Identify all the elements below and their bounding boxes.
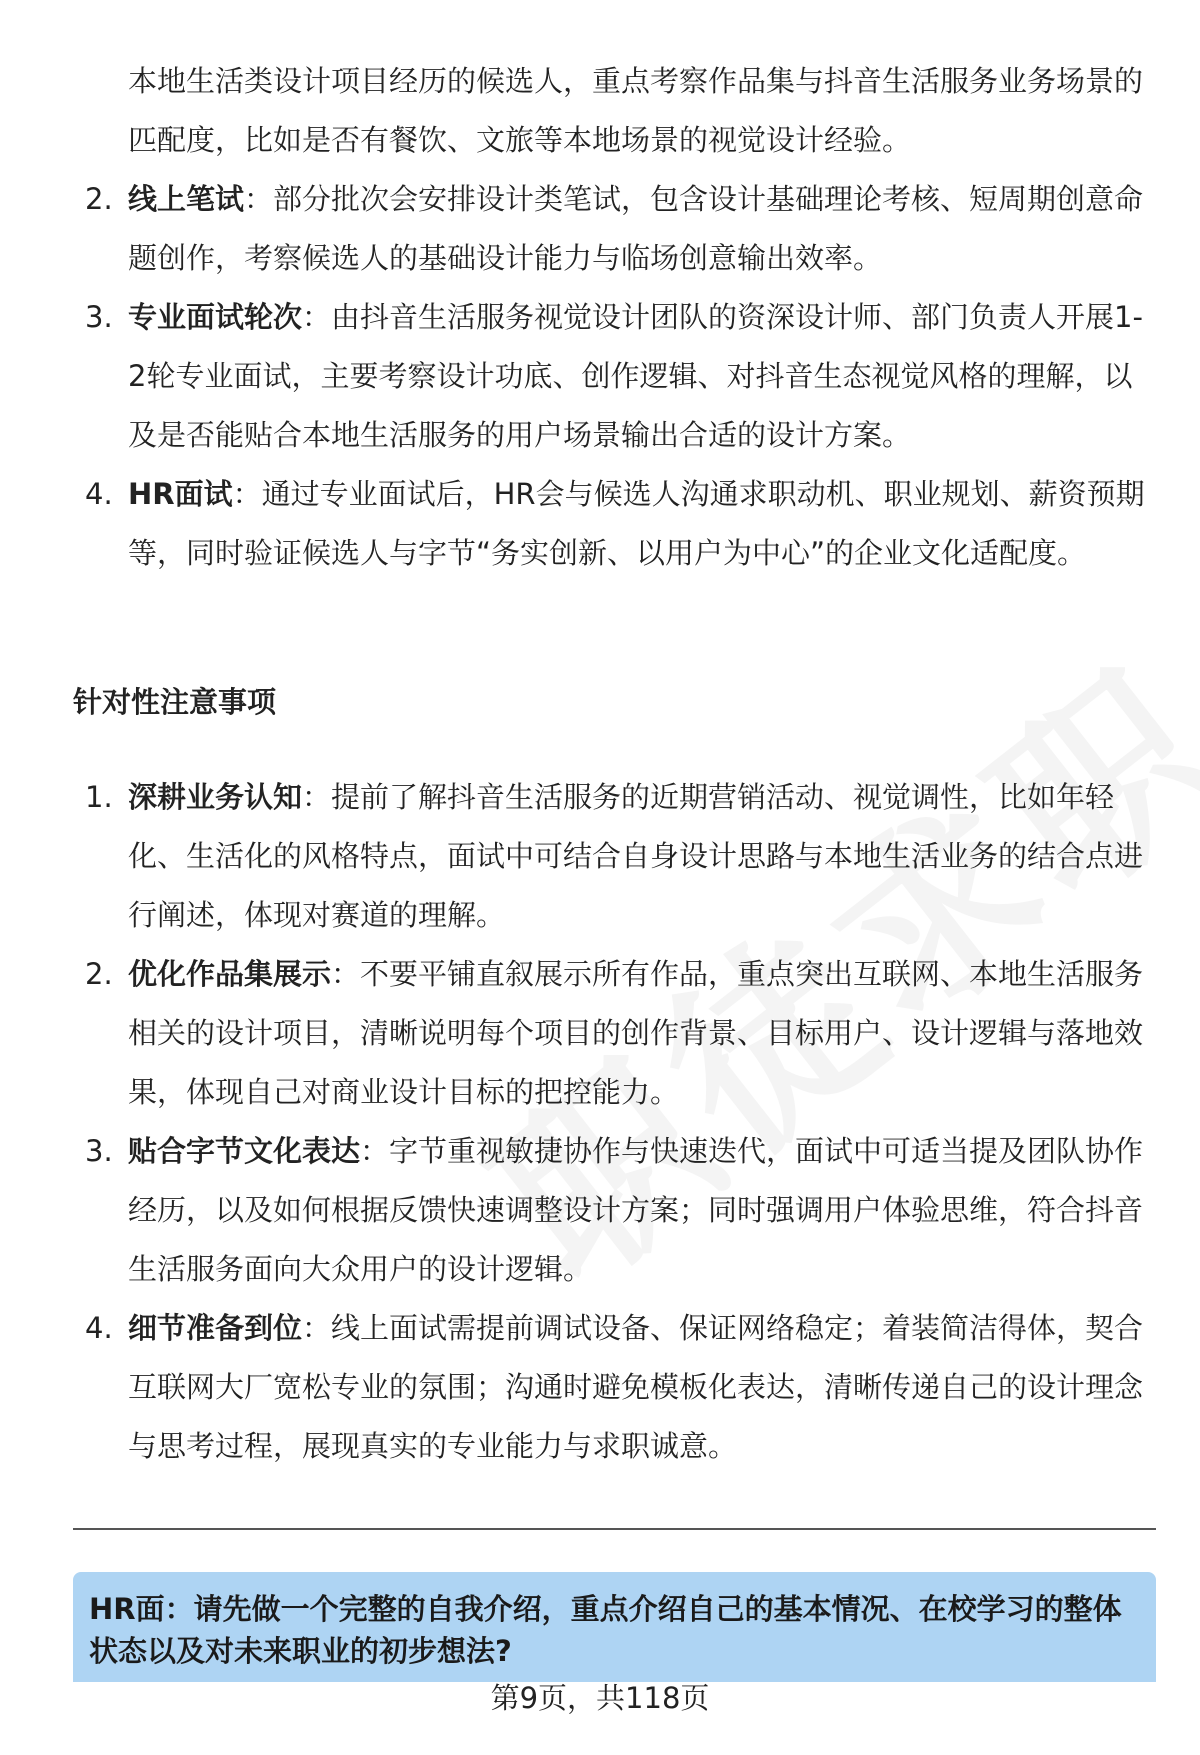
- process-item-4: [85, 465, 1145, 583]
- notes-item-number: 2.: [85, 957, 113, 991]
- process-item-label: HR面试: [128, 477, 233, 511]
- notes-heading: 针对性注意事项: [73, 685, 277, 719]
- notes-item-number: 1.: [85, 780, 113, 814]
- notes-section: [85, 768, 1145, 1476]
- process-item-3: [85, 288, 1145, 465]
- process-item-1-continuation: 本地生活类设计项目经历的候选人，重点考察作品集与抖音生活服务业务场景的匹配度，比如是否有餐饮、文旅等本地场景的视觉设计经验。: [128, 64, 1144, 157]
- process-item-2: [85, 170, 1145, 288]
- process-item-number: 4.: [85, 477, 113, 511]
- notes-item-2: [85, 945, 1145, 1122]
- process-item-number: 3.: [85, 300, 113, 334]
- process-list: [85, 170, 1145, 583]
- process-item-label: 专业面试轮次: [128, 300, 303, 334]
- section-divider: [73, 1528, 1156, 1530]
- notes-item-text: ：线上面试需提前调试设备、保证网络稳定；着装简洁得体，契合互联网大厂宽松专业的氛围；沟通时避免模板化表达，清晰传递自己的设计理念与思考过程，展现真实的专业能力与求职诚意。: [128, 1311, 1144, 1463]
- notes-item-3: [85, 1122, 1145, 1299]
- notes-item-label: 贴合字节文化表达: [128, 1134, 361, 1168]
- process-item-text: ：通过专业面试后，HR会与候选人沟通求职动机、职业规划、薪资预期等，同时验证候选人与字节“务实创新、以用户为中心”的企业文化适配度。: [128, 477, 1145, 570]
- notes-item-text: ：不要平铺直叙展示所有作品，重点突出互联网、本地生活服务相关的设计项目，清晰说明每个项目的创作背景、目标用户、设计逻辑与落地效果，体现自己对商业设计目标的把控能力。: [128, 957, 1144, 1109]
- process-item-text: ：由抖音生活服务视觉设计团队的资深设计师、部门负责人开展1-2轮专业面试，主要考察设计功底、创作逻辑、对抖音生态视觉风格的理解，以及是否能贴合本地生活服务的用户场景输出合适的设计方案。: [128, 300, 1143, 452]
- interview-process-section: [85, 52, 1145, 583]
- process-item-text: ：部分批次会安排设计类笔试，包含设计基础理论考核、短周期创意命题创作，考察候选人的基础设计能力与临场创意输出效率。: [128, 182, 1144, 275]
- notes-item-1: [85, 768, 1145, 945]
- notes-item-4: [85, 1299, 1145, 1476]
- notes-item-number: 3.: [85, 1134, 113, 1168]
- page-footer: 第9页，共118页: [490, 1681, 710, 1715]
- notes-item-text: ：字节重视敏捷协作与快速迭代，面试中可适当提及团队协作经历，以及如何根据反馈快速调整设计方案；同时强调用户体验思维，符合抖音生活服务面向大众用户的设计逻辑。: [128, 1134, 1144, 1286]
- notes-list: [85, 768, 1145, 1476]
- process-item-label: 线上笔试: [128, 182, 245, 216]
- process-item-number: 2.: [85, 182, 113, 216]
- notes-item-number: 4.: [85, 1311, 113, 1345]
- question-box: [73, 1572, 1156, 1682]
- notes-item-label: 细节准备到位: [128, 1311, 303, 1345]
- question-text: HR面：请先做一个完整的自我介绍，重点介绍自己的基本情况、在校学习的整体状态以及对未来职业的初步想法?: [89, 1592, 1122, 1668]
- notes-item-label: 深耕业务认知: [128, 780, 303, 814]
- notes-item-text: ：提前了解抖音生活服务的近期营销活动、视觉调性，比如年轻化、生活化的风格特点，面试中可结合自身设计思路与本地生活业务的结合点进行阐述，体现对赛道的理解。: [128, 780, 1144, 932]
- notes-item-label: 优化作品集展示: [128, 957, 332, 991]
